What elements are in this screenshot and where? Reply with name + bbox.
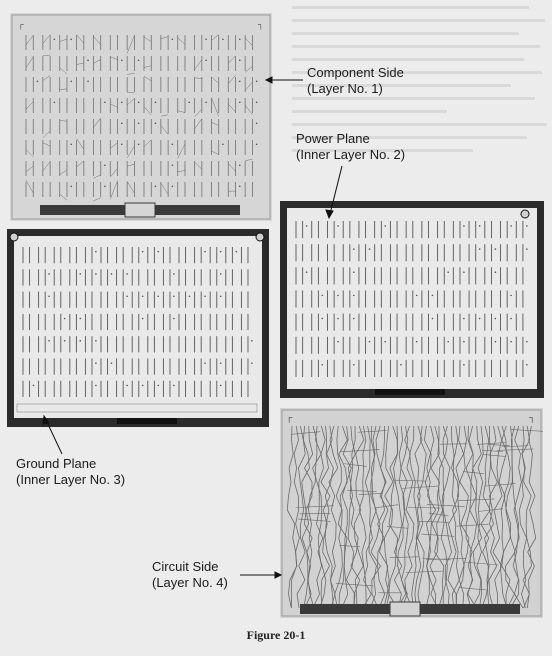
callout-title: Component Side [307, 65, 404, 80]
callout-component-side [307, 65, 404, 97]
callout-subtitle: (Layer No. 4) [152, 575, 228, 590]
callout-subtitle: (Inner Layer No. 3) [16, 472, 126, 487]
svg-text:┌: ┌ [18, 20, 24, 29]
figure-caption: Figure 20-1 [246, 628, 306, 642]
callout-subtitle: (Layer No. 1) [307, 81, 383, 96]
callout-power-plane [296, 131, 405, 163]
callout-circuit-side [152, 559, 228, 591]
svg-text:┐: ┐ [258, 20, 264, 29]
svg-text:┌: ┌ [286, 412, 293, 422]
callout-title: Ground Plane [16, 456, 97, 471]
callout-title: Power Plane [296, 131, 370, 146]
svg-text:┐: ┐ [529, 412, 536, 422]
callout-ground-plane [16, 456, 125, 488]
callout-subtitle: (Inner Layer No. 2) [296, 147, 406, 162]
callout-title: Circuit Side [152, 559, 219, 574]
